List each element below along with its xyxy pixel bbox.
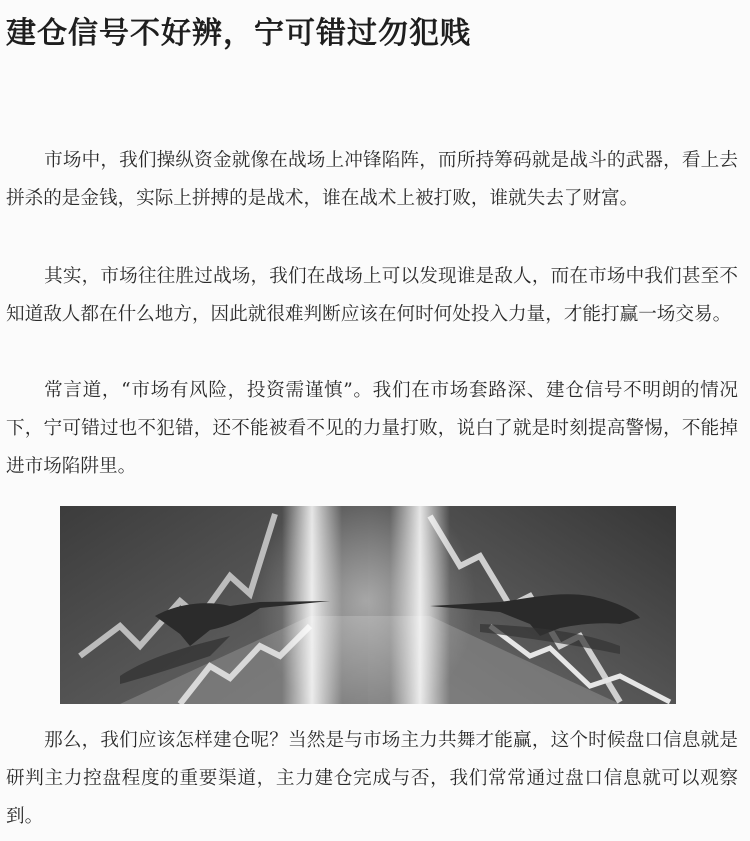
paragraph-1: 市场中，我们操纵资金就像在战场上冲锋陷阵，而所持筹码就是战斗的武器，看上去拼杀的是金钱，实际上拼搏的是战术，谁在战术上被打败，谁就失去了财富。 bbox=[6, 150, 738, 209]
paragraph-3: 常言道，“市场有风险，投资需谨慎”。我们在市场套路深、建仓信号不明朗的情况下，宁可错过也不犯错，还不能被看不见的力量打败，说白了就是时刻提高警惕，不能掉进市场陷阱里。 bbox=[6, 380, 738, 477]
paragraph-2: 其实，市场往往胜过战场，我们在战场上可以发现谁是敌人，而在市场中我们甚至不知道敌人都在什么地方，因此就很难判断应该在何时何处投入力量，才能打赢一场交易。 bbox=[6, 266, 738, 325]
paragraph-4: 那么，我们应该怎样建仓呢？当然是与市场主力共舞才能赢，这个时候盘口信息就是研判主力控盘程度的重要渠道，主力建仓完成与否，我们常常通过盘口信息就可以观察到。 bbox=[6, 730, 738, 827]
illustration-svg bbox=[60, 506, 676, 704]
market-battle-illustration bbox=[60, 506, 676, 704]
article-title: 建仓信号不好辨，宁可错过勿犯贱 bbox=[6, 16, 471, 51]
